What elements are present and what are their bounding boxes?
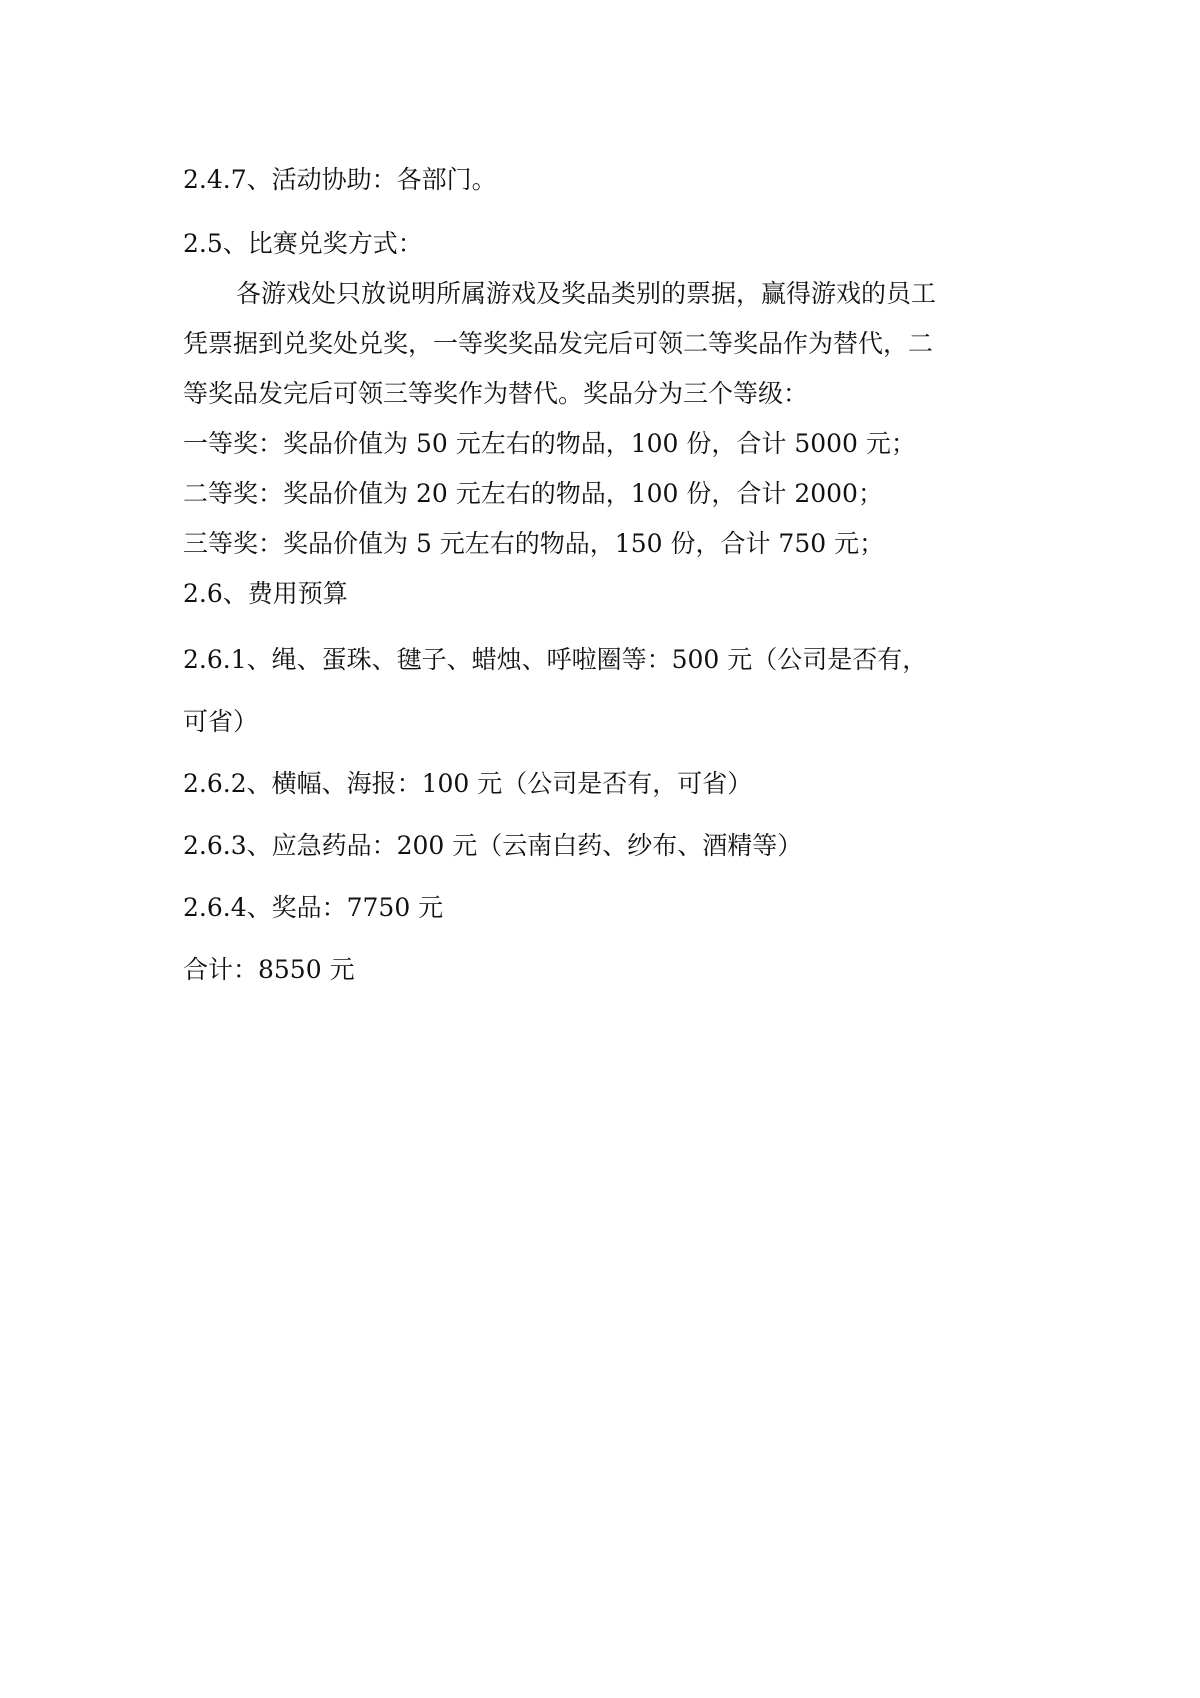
paragraph-line-1: 各游戏处只放说明所属游戏及奖品类别的票据，赢得游戏的员工 <box>236 279 937 308</box>
paragraph-line-2: 凭票据到兑奖处兑奖，一等奖奖品发完后可领二等奖品作为替代，二 <box>183 329 934 358</box>
paragraph-line-3: 等奖品发完后可领三等奖作为替代。奖品分为三个等级： <box>183 379 809 408</box>
section-2-6-4: 2.6.4、奖品：7750 元 <box>183 893 444 922</box>
section-2-6-1-line-1: 2.6.1、绳、蛋珠、毽子、蜡烛、呼啦圈等：500 元（公司是否有， <box>183 645 928 674</box>
second-prize-line: 二等奖：奖品价值为 20 元左右的物品，100 份，合计 2000； <box>183 479 883 508</box>
total-line: 合计：8550 元 <box>183 955 355 984</box>
first-prize-line: 一等奖：奖品价值为 50 元左右的物品，100 份，合计 5000 元； <box>183 429 916 458</box>
section-2-6-1-line-2: 可省） <box>183 707 259 736</box>
section-2-4-7: 2.4.7、活动协助：各部门。 <box>183 165 497 194</box>
section-2-5-heading: 2.5、比赛兑奖方式： <box>183 229 423 258</box>
section-2-6-2: 2.6.2、横幅、海报：100 元（公司是否有，可省） <box>183 769 753 798</box>
third-prize-line: 三等奖：奖品价值为 5 元左右的物品，150 份，合计 750 元； <box>183 529 885 558</box>
section-2-6-heading: 2.6、费用预算 <box>183 579 348 608</box>
section-2-6-3: 2.6.3、应急药品：200 元（云南白药、纱布、酒精等） <box>183 831 803 860</box>
